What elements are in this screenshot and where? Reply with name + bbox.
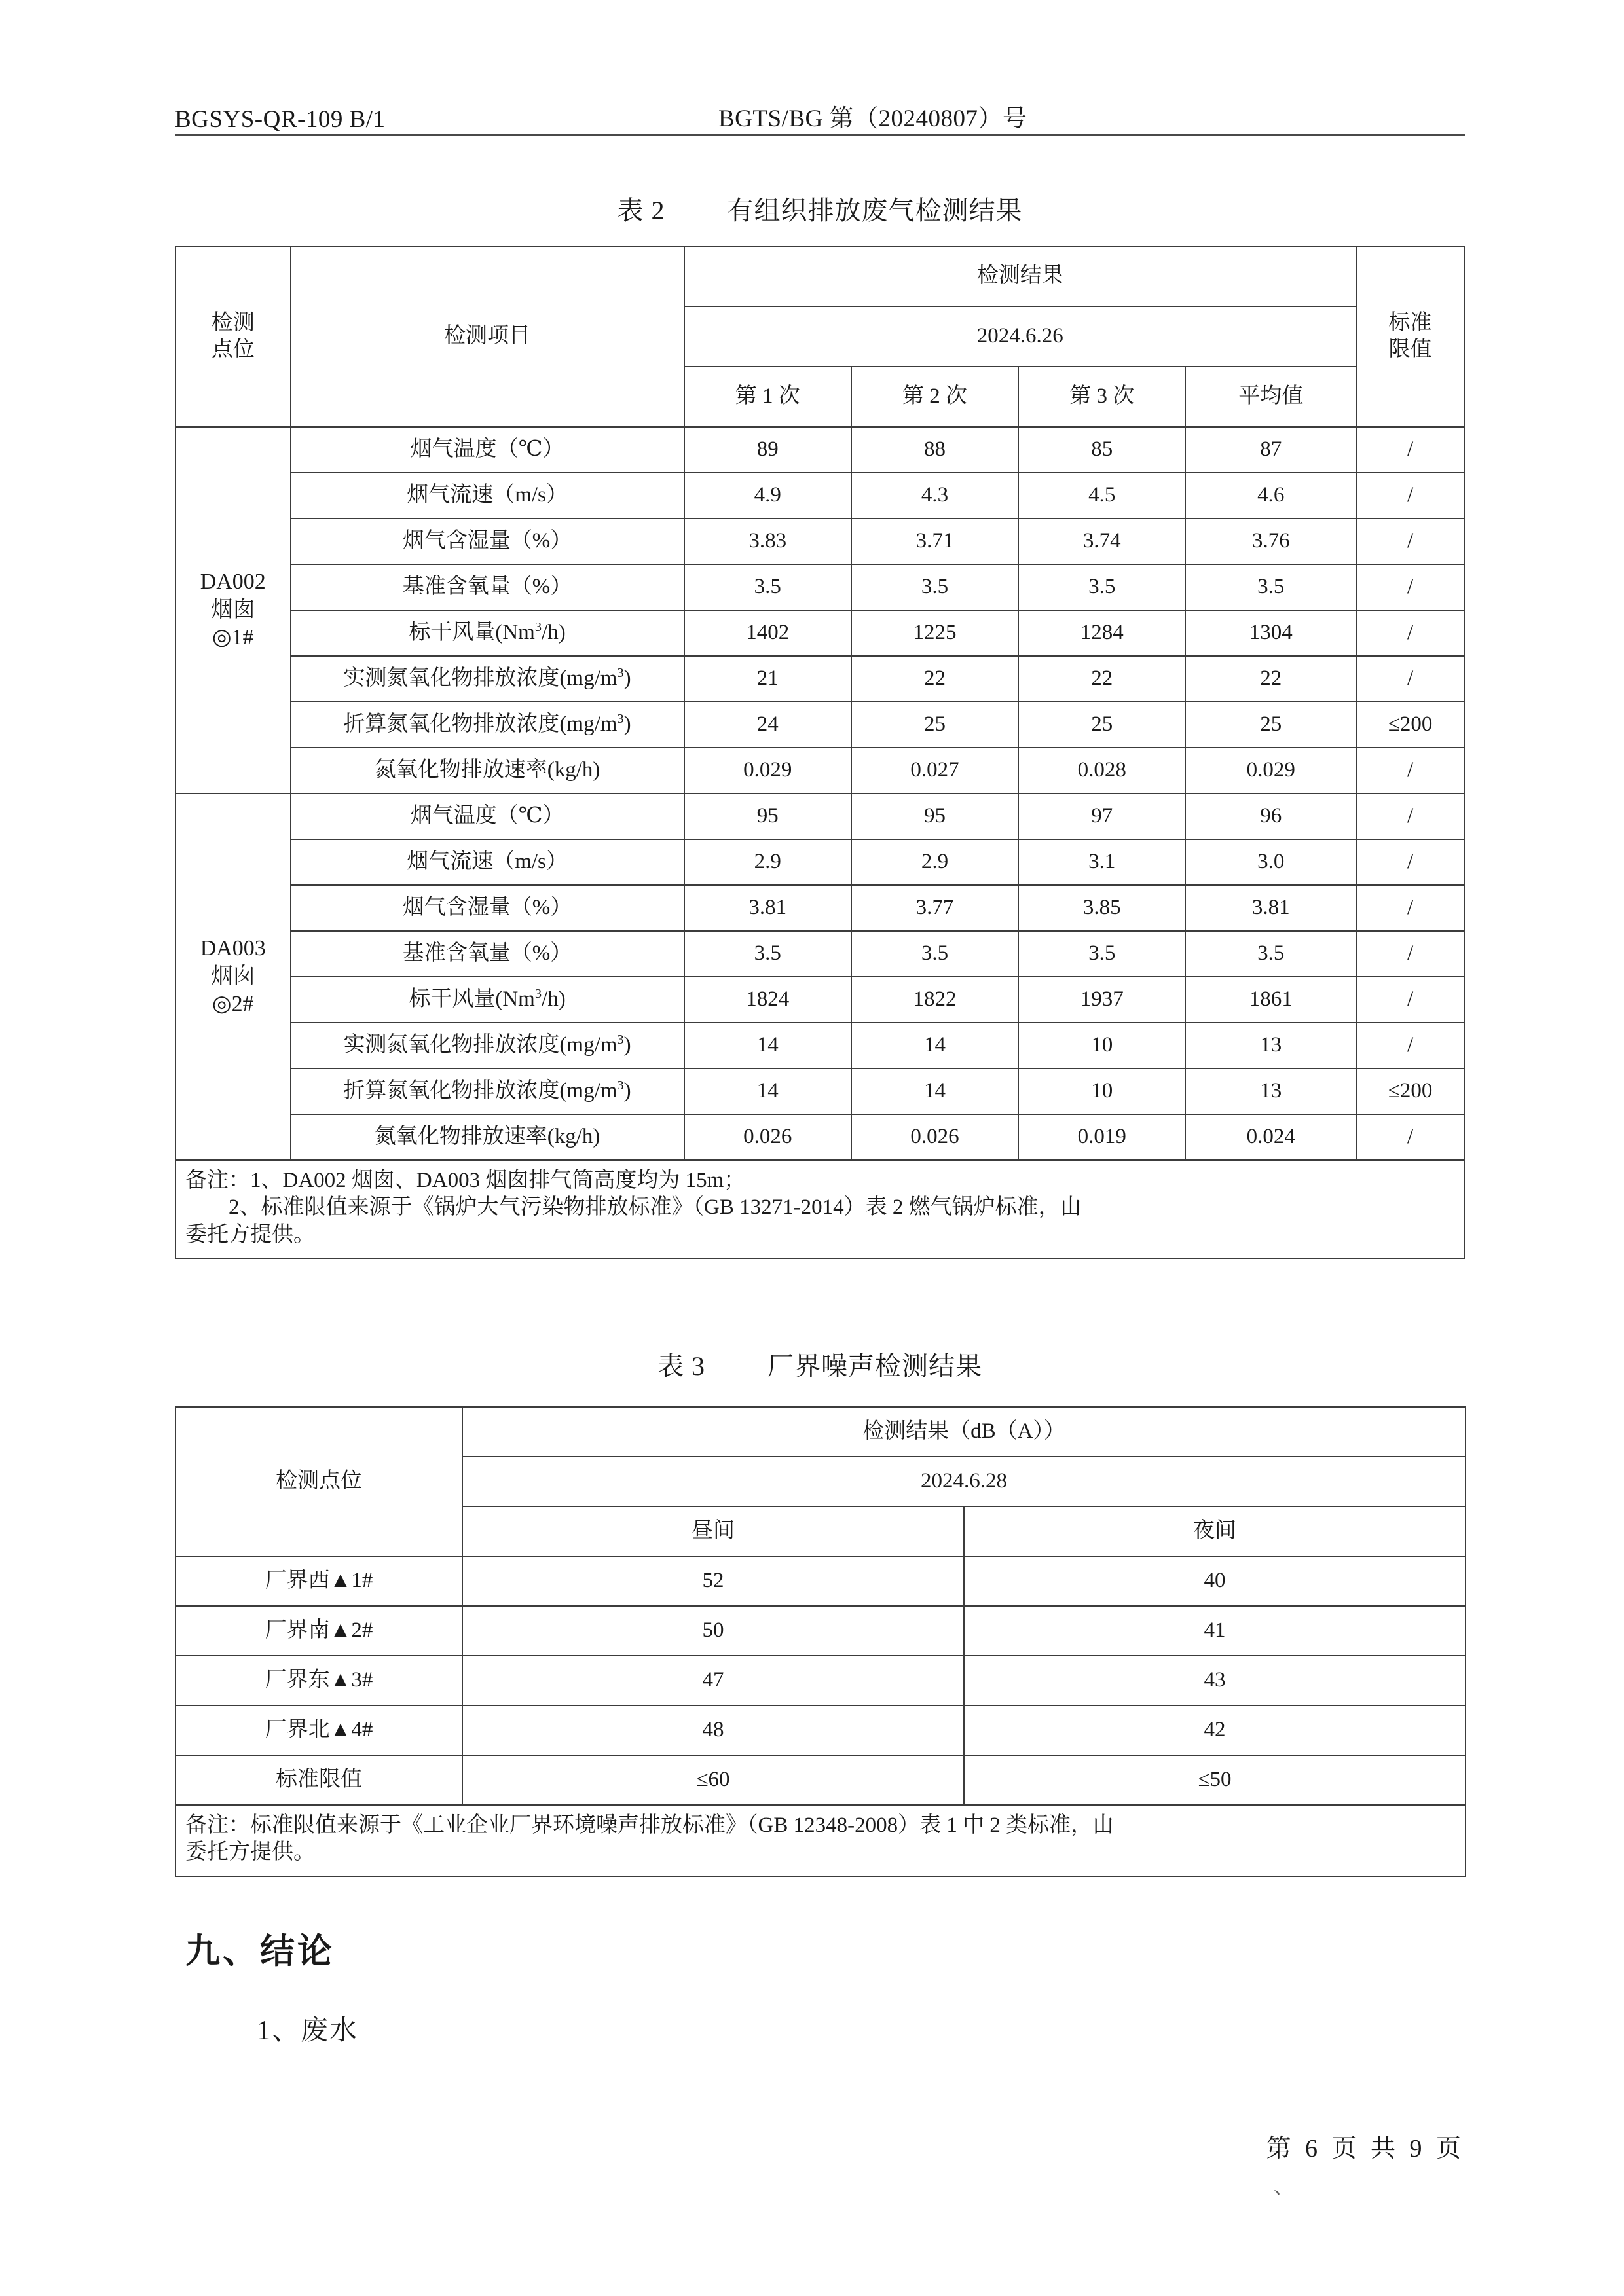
- run-3-value: 22: [1018, 656, 1185, 702]
- table-row: [175, 1755, 1466, 1805]
- standard-limit-value: /: [1356, 839, 1464, 885]
- table-row: [175, 610, 1464, 656]
- average-value: 25: [1185, 702, 1356, 748]
- run-2-value: 95: [851, 793, 1018, 839]
- item-name: 实测氮氧化物排放浓度$(mg/m^3)$: [291, 656, 684, 702]
- header-result: 检测结果: [684, 246, 1357, 306]
- table3-header-row-1: [175, 1407, 1466, 1457]
- run-1-value: 0.026: [684, 1114, 851, 1160]
- average-value: 3.0: [1185, 839, 1356, 885]
- table3-notes: [175, 1805, 1466, 1876]
- run-2-value: 3.5: [851, 931, 1018, 977]
- header-point: 检测点位: [175, 1407, 462, 1556]
- table-row: [175, 839, 1464, 885]
- item-name: 氮氧化物排放速率(kg/h): [291, 1114, 684, 1160]
- run-3-value: 3.74: [1018, 519, 1185, 564]
- table-row: [175, 931, 1464, 977]
- table3-body: [175, 1556, 1466, 1805]
- table3-title: [175, 1345, 1465, 1383]
- run-1-value: 3.5: [684, 931, 851, 977]
- table-row: [175, 1606, 1466, 1656]
- table-row: [175, 564, 1464, 610]
- header-result: 检测结果（dB（A））: [462, 1407, 1466, 1457]
- average-value: 4.6: [1185, 473, 1356, 519]
- stray-mark: 、: [1274, 2176, 1293, 2198]
- table2-note-1: 备注：1、DA002 烟囱、DA003 烟囱排气筒高度均为 15m；: [185, 1169, 746, 1192]
- table-organized-exhaust-results: [175, 246, 1465, 1259]
- run-2-value: 2.9: [851, 839, 1018, 885]
- run-1-value: 14: [684, 1023, 851, 1068]
- standard-limit-value: /: [1356, 610, 1464, 656]
- table3-title-text: 厂界噪声检测结果: [767, 1351, 982, 1381]
- daytime-value: 52: [462, 1556, 964, 1606]
- standard-limit-value: /: [1356, 931, 1464, 977]
- standard-limit-value: /: [1356, 1114, 1464, 1160]
- table3-note-1: 备注：标准限值来源于《工业企业厂界环境噪声排放标准》（GB 12348-2008）表 1 中 2 类标准，由: [185, 1813, 1115, 1837]
- header-run-3: 第 3 次: [1018, 367, 1185, 427]
- item-name: 折算氮氧化物排放浓度$(mg/m^3)$: [291, 702, 684, 748]
- header-standard-limit: 标准 限值: [1356, 246, 1464, 427]
- table-row: [175, 793, 1464, 839]
- run-3-value: 3.85: [1018, 885, 1185, 931]
- point-id: DA002: [200, 570, 266, 594]
- table-row: [175, 473, 1464, 519]
- standard-limit-value: /: [1356, 656, 1464, 702]
- run-2-value: 3.5: [851, 564, 1018, 610]
- table2-note-row: [175, 1160, 1464, 1258]
- item-name: 烟气温度（℃）: [291, 427, 684, 473]
- run-2-value: 22: [851, 656, 1018, 702]
- run-1-value: 4.9: [684, 473, 851, 519]
- measurement-point-cell: [175, 427, 291, 793]
- run-2-value: 4.3: [851, 473, 1018, 519]
- measurement-point-cell: [175, 793, 291, 1160]
- nighttime-value: 41: [964, 1606, 1466, 1656]
- daytime-value: 47: [462, 1656, 964, 1705]
- point-id: DA003: [200, 936, 266, 961]
- item-name: 氮氧化物排放速率(kg/h): [291, 748, 684, 793]
- average-value: 3.5: [1185, 564, 1356, 610]
- header-run-2: 第 2 次: [851, 367, 1018, 427]
- point-number: ◎2#: [212, 992, 254, 1017]
- header-point: 检测 点位: [175, 246, 291, 427]
- standard-limit-value: /: [1356, 977, 1464, 1023]
- table-row: [175, 1705, 1466, 1755]
- table-row: [175, 656, 1464, 702]
- standard-limit-value: /: [1356, 1023, 1464, 1068]
- table3-note-row: [175, 1805, 1466, 1876]
- table3-title-label: 表 3: [657, 1351, 705, 1381]
- table-boundary-noise-results: [175, 1406, 1466, 1877]
- item-name: 烟气含湿量（%）: [291, 885, 684, 931]
- table2-note-2: 2、标准限值来源于《锅炉大气污染物排放标准》（GB 13271-2014）表 2 燃气锅炉标准，由: [229, 1195, 1082, 1220]
- run-2-value: 0.027: [851, 748, 1018, 793]
- average-value: 0.029: [1185, 748, 1356, 793]
- item-name: 基准含氧量（%）: [291, 931, 684, 977]
- table2-title: [175, 190, 1465, 227]
- standard-limit-value: /: [1356, 564, 1464, 610]
- standard-limit-value: ≤200: [1356, 1068, 1464, 1114]
- conclusion-item-wastewater: 1、废水: [257, 2016, 359, 2046]
- run-2-value: 25: [851, 702, 1018, 748]
- run-3-value: 97: [1018, 793, 1185, 839]
- point-name: 厂界西▲1#: [175, 1556, 462, 1606]
- table2-header-row-1: [175, 246, 1464, 306]
- table-row: [175, 748, 1464, 793]
- run-3-value: 3.5: [1018, 931, 1185, 977]
- table2-notes: [175, 1160, 1464, 1258]
- table-row: [175, 977, 1464, 1023]
- table3-note-2: 委托方提供。: [185, 1840, 315, 1865]
- run-1-value: 2.9: [684, 839, 851, 885]
- table2-title-text: 有组织排放废气检测结果: [727, 196, 1023, 225]
- run-3-value: 3.5: [1018, 564, 1185, 610]
- run-3-value: 0.019: [1018, 1114, 1185, 1160]
- run-2-value: 0.026: [851, 1114, 1018, 1160]
- table-row: [175, 1023, 1464, 1068]
- run-2-value: 1225: [851, 610, 1018, 656]
- point-name: 厂界南▲2#: [175, 1606, 462, 1656]
- conclusion-heading: 九、结论: [185, 1932, 335, 1971]
- average-value: 1861: [1185, 977, 1356, 1023]
- average-value: 22: [1185, 656, 1356, 702]
- run-2-value: 1822: [851, 977, 1018, 1023]
- run-3-value: 3.1: [1018, 839, 1185, 885]
- standard-limit-value: /: [1356, 519, 1464, 564]
- header-date: 2024.6.28: [462, 1457, 1466, 1506]
- table-row: [175, 519, 1464, 564]
- run-2-value: 14: [851, 1068, 1018, 1114]
- item-name: 烟气含湿量（%）: [291, 519, 684, 564]
- form-code: BGSYS-QR-109 B/1: [175, 106, 386, 133]
- nighttime-value: 42: [964, 1705, 1466, 1755]
- document-header: [175, 98, 1465, 134]
- run-2-value: 14: [851, 1023, 1018, 1068]
- average-value: 1304: [1185, 610, 1356, 656]
- standard-limit-value: /: [1356, 427, 1464, 473]
- item-name: 烟气温度（℃）: [291, 793, 684, 839]
- header-divider: [175, 134, 1465, 136]
- average-value: 0.024: [1185, 1114, 1356, 1160]
- average-value: 96: [1185, 793, 1356, 839]
- standard-limit-value: /: [1356, 885, 1464, 931]
- run-3-value: 0.028: [1018, 748, 1185, 793]
- run-1-value: 1824: [684, 977, 851, 1023]
- run-2-value: 88: [851, 427, 1018, 473]
- item-name: 标干风量(Nm$^3$/h): [291, 977, 684, 1023]
- average-value: 3.81: [1185, 885, 1356, 931]
- daytime-value: 50: [462, 1606, 964, 1656]
- run-1-value: 95: [684, 793, 851, 839]
- point-name: 标准限值: [175, 1755, 462, 1805]
- table-row: [175, 1556, 1466, 1606]
- item-name: 标干风量(Nm$^3$/h): [291, 610, 684, 656]
- run-2-value: 3.77: [851, 885, 1018, 931]
- run-3-value: 4.5: [1018, 473, 1185, 519]
- run-3-value: 10: [1018, 1068, 1185, 1114]
- item-name: 基准含氧量（%）: [291, 564, 684, 610]
- table-row: [175, 702, 1464, 748]
- standard-limit-value: ≤200: [1356, 702, 1464, 748]
- average-value: 13: [1185, 1068, 1356, 1114]
- header-daytime: 昼间: [462, 1506, 964, 1556]
- average-value: 87: [1185, 427, 1356, 473]
- nighttime-value: ≤50: [964, 1755, 1466, 1805]
- average-value: 13: [1185, 1023, 1356, 1068]
- table-row: [175, 1114, 1464, 1160]
- table-row: [175, 1656, 1466, 1705]
- item-name: 实测氮氧化物排放浓度$(mg/m^3)$: [291, 1023, 684, 1068]
- header-average: 平均值: [1185, 367, 1356, 427]
- average-value: 3.76: [1185, 519, 1356, 564]
- average-value: 3.5: [1185, 931, 1356, 977]
- daytime-value: 48: [462, 1705, 964, 1755]
- run-3-value: 1284: [1018, 610, 1185, 656]
- run-1-value: 1402: [684, 610, 851, 656]
- header-date: 2024.6.26: [684, 306, 1357, 367]
- run-1-value: 0.029: [684, 748, 851, 793]
- run-1-value: 3.81: [684, 885, 851, 931]
- point-number: ◎1#: [212, 625, 254, 650]
- header-run-1: 第 1 次: [684, 367, 851, 427]
- daytime-value: ≤60: [462, 1755, 964, 1805]
- page-footer: 第 6 页 共 9 页: [1266, 2135, 1465, 2162]
- point-name: 厂界北▲4#: [175, 1705, 462, 1755]
- run-1-value: 21: [684, 656, 851, 702]
- report-number: BGTS/BG 第（20240807）号: [718, 105, 1027, 132]
- run-1-value: 3.83: [684, 519, 851, 564]
- header-nighttime: 夜间: [964, 1506, 1466, 1556]
- table2-body: [175, 427, 1464, 1160]
- point-type: 烟囱: [210, 597, 255, 622]
- run-1-value: 3.5: [684, 564, 851, 610]
- run-2-value: 3.71: [851, 519, 1018, 564]
- item-name: 烟气流速（m/s）: [291, 839, 684, 885]
- run-3-value: 1937: [1018, 977, 1185, 1023]
- item-name: 折算氮氧化物排放浓度$(mg/m^3)$: [291, 1068, 684, 1114]
- table-row: [175, 1068, 1464, 1114]
- nighttime-value: 40: [964, 1556, 1466, 1606]
- table-row: [175, 885, 1464, 931]
- run-1-value: 24: [684, 702, 851, 748]
- table2-note-3: 委托方提供。: [185, 1222, 315, 1247]
- run-3-value: 25: [1018, 702, 1185, 748]
- table-row: [175, 427, 1464, 473]
- standard-limit-value: /: [1356, 473, 1464, 519]
- standard-limit-value: /: [1356, 793, 1464, 839]
- nighttime-value: 43: [964, 1656, 1466, 1705]
- run-1-value: 14: [684, 1068, 851, 1114]
- point-name: 厂界东▲3#: [175, 1656, 462, 1705]
- run-1-value: 89: [684, 427, 851, 473]
- table2-title-label: 表 2: [617, 196, 665, 225]
- item-name: 烟气流速（m/s）: [291, 473, 684, 519]
- run-3-value: 10: [1018, 1023, 1185, 1068]
- standard-limit-value: /: [1356, 748, 1464, 793]
- run-3-value: 85: [1018, 427, 1185, 473]
- point-type: 烟囱: [210, 964, 255, 989]
- header-item: 检测项目: [291, 246, 684, 427]
